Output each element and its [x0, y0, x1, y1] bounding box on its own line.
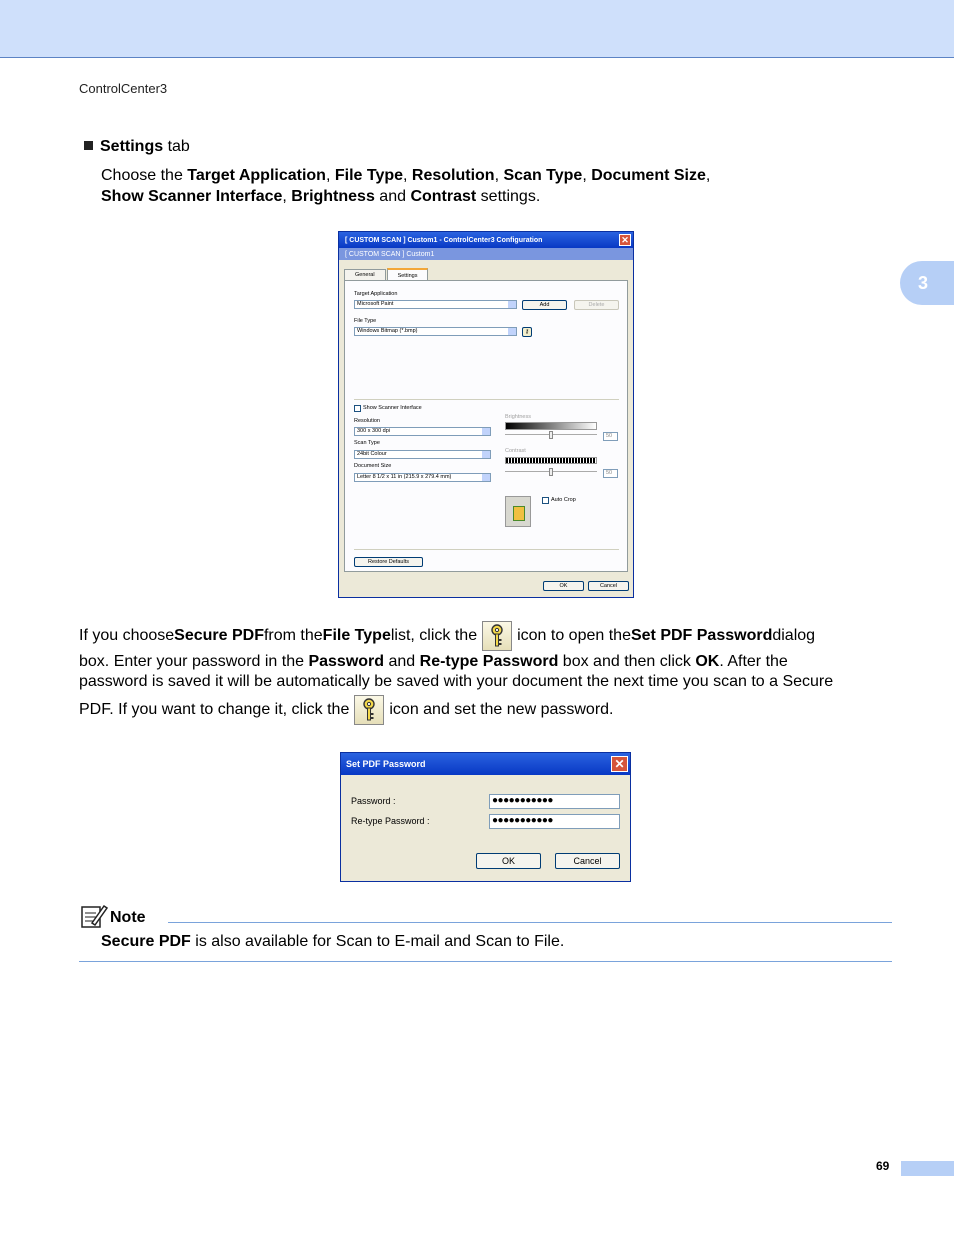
dialog-title-bar — [341, 753, 630, 775]
text: box and then click — [558, 653, 696, 670]
term-resolution: Resolution — [411, 167, 495, 184]
term-file-type: File Type — [334, 167, 404, 184]
brightness-slider-thumb[interactable] — [549, 431, 553, 439]
chevron-down-icon — [508, 328, 516, 335]
note-divider — [168, 922, 892, 923]
auto-crop-image-icon — [505, 496, 531, 527]
dialog-subtitle: [ CUSTOM SCAN ] Custom1 — [339, 248, 633, 260]
key-icon — [482, 621, 512, 651]
term-file-type: File Type — [322, 627, 391, 644]
chevron-down-icon — [508, 301, 516, 308]
key-icon — [354, 695, 384, 725]
note-pencil-icon — [80, 903, 108, 934]
text: dialog — [772, 627, 816, 644]
divider — [354, 399, 619, 400]
close-icon[interactable]: ✕ — [611, 756, 628, 772]
term-secure-pdf: Secure PDF — [174, 627, 264, 644]
term-brightness: Brightness — [291, 188, 375, 205]
text: list, click the — [390, 627, 478, 644]
text: icon and set the new password. — [389, 701, 614, 718]
secure-pdf-paragraph — [79, 620, 894, 728]
note-title: Note — [110, 909, 146, 926]
text: icon to open the — [517, 627, 631, 644]
page-footer-bar — [901, 1161, 954, 1176]
chapter-tab: 3 — [900, 261, 954, 305]
password-label: Password : — [351, 796, 396, 806]
auto-crop-label: Auto Crop — [551, 497, 576, 503]
note-text — [101, 933, 564, 951]
chevron-down-icon — [482, 428, 490, 435]
cancel-button[interactable]: Cancel — [555, 853, 620, 869]
brightness-gradient — [505, 422, 597, 430]
text: is also available for Scan to E-mail and Scan to File. — [190, 933, 565, 950]
text: and — [384, 653, 420, 670]
text: , — [582, 167, 592, 184]
tab-general[interactable]: General — [344, 269, 386, 280]
text: , — [494, 167, 504, 184]
delete-button[interactable]: Delete — [574, 300, 619, 310]
term-set-pdf-password: Set PDF Password — [630, 627, 773, 644]
term-target-application: Target Application — [187, 167, 326, 184]
term-ok: OK — [695, 653, 720, 670]
contrast-pattern — [505, 457, 597, 464]
contrast-value-field[interactable]: 50 — [603, 469, 618, 478]
text: box. Enter your password in the — [79, 653, 309, 670]
dialog-title: [ CUSTOM SCAN ] Custom1 - ControlCenter3 Configuration — [345, 236, 543, 244]
target-application-value: Microsoft Paint — [357, 301, 394, 307]
scan-type-value: 24bit Colour — [357, 451, 387, 457]
contrast-slider-thumb[interactable] — [549, 468, 553, 476]
document-size-select[interactable] — [354, 473, 491, 482]
brightness-label: Brightness — [505, 414, 531, 420]
document-size-value: Letter 8 1/2 x 11 in (215.9 x 279.4 mm) — [357, 474, 452, 480]
ok-button[interactable]: OK — [476, 853, 541, 869]
key-icon[interactable]: ⚷ — [522, 327, 532, 337]
term-retype-password: Re-type Password — [419, 653, 559, 670]
page-number: 69 — [876, 1159, 890, 1173]
scan-type-select[interactable] — [354, 450, 491, 459]
term-secure-pdf: Secure PDF — [101, 933, 191, 950]
scan-type-label: Scan Type — [354, 440, 380, 446]
chevron-down-icon — [482, 451, 490, 458]
term-show-scanner-interface: Show Scanner Interface — [101, 188, 283, 205]
top-banner — [0, 0, 954, 58]
text: and — [374, 188, 411, 205]
ok-button[interactable]: OK — [543, 581, 584, 591]
settings-description — [101, 165, 881, 207]
divider — [354, 549, 619, 550]
settings-panel — [344, 280, 628, 572]
password-field[interactable]: ●●●●●●●●●●● — [489, 794, 620, 809]
term-scan-type: Scan Type — [503, 167, 583, 184]
show-scanner-interface-label: Show Scanner Interface — [363, 405, 422, 411]
text: settings. — [476, 188, 541, 205]
cancel-button[interactable]: Cancel — [588, 581, 629, 591]
file-type-select[interactable] — [354, 327, 517, 336]
resolution-label: Resolution — [354, 418, 380, 424]
file-type-label: File Type — [354, 318, 377, 324]
set-pdf-password-dialog — [340, 752, 631, 882]
note-bottom-divider — [79, 961, 892, 962]
retype-password-label: Re-type Password : — [351, 816, 430, 826]
resolution-select[interactable] — [354, 427, 491, 436]
chevron-down-icon — [482, 474, 490, 481]
tab-settings[interactable]: Settings — [387, 268, 429, 281]
document-size-label: Document Size — [354, 463, 392, 469]
auto-crop-checkbox[interactable] — [542, 497, 549, 504]
text: , — [705, 167, 711, 184]
restore-defaults-button[interactable]: Restore Defaults — [354, 557, 423, 567]
term-password: Password — [308, 653, 385, 670]
text-line: password is saved it will be automatically be saved with your document the next time you scan to a Secure — [79, 673, 834, 690]
text: , — [325, 167, 335, 184]
bullet-square-icon — [84, 141, 93, 150]
contrast-label: Contrast — [505, 448, 526, 454]
text-line — [79, 620, 894, 652]
text: PDF. If you want to change it, click the — [79, 701, 350, 718]
target-application-select[interactable] — [354, 300, 517, 309]
text: , — [403, 167, 412, 184]
text: from the — [263, 627, 323, 644]
settings-bullet — [84, 138, 190, 156]
close-icon[interactable]: ✕ — [619, 234, 631, 246]
text-line — [79, 652, 894, 672]
text: Choose the — [101, 167, 188, 184]
text: . After the — [719, 653, 788, 670]
term-document-size: Document Size — [591, 167, 706, 184]
custom-scan-settings-dialog — [338, 231, 634, 598]
add-button[interactable]: Add — [522, 300, 567, 310]
settings-tab-suffix: tab — [163, 138, 190, 155]
brightness-value-field[interactable]: 50 — [603, 432, 618, 441]
file-type-value: Windows Bitmap (*.bmp) — [357, 328, 418, 334]
section-header: ControlCenter3 — [79, 81, 168, 96]
resolution-value: 300 x 300 dpi — [357, 428, 391, 434]
dialog-title: Set PDF Password — [346, 759, 426, 769]
target-application-label: Target Application — [354, 291, 398, 297]
text: , — [282, 188, 292, 205]
dialog-title-bar — [339, 232, 633, 248]
text-line — [79, 692, 894, 728]
term-contrast: Contrast — [410, 188, 477, 205]
settings-tab-title: Settings — [100, 138, 164, 155]
text: If you choose — [79, 627, 175, 644]
show-scanner-interface-checkbox[interactable] — [354, 405, 361, 412]
retype-password-field[interactable]: ●●●●●●●●●●● — [489, 814, 620, 829]
